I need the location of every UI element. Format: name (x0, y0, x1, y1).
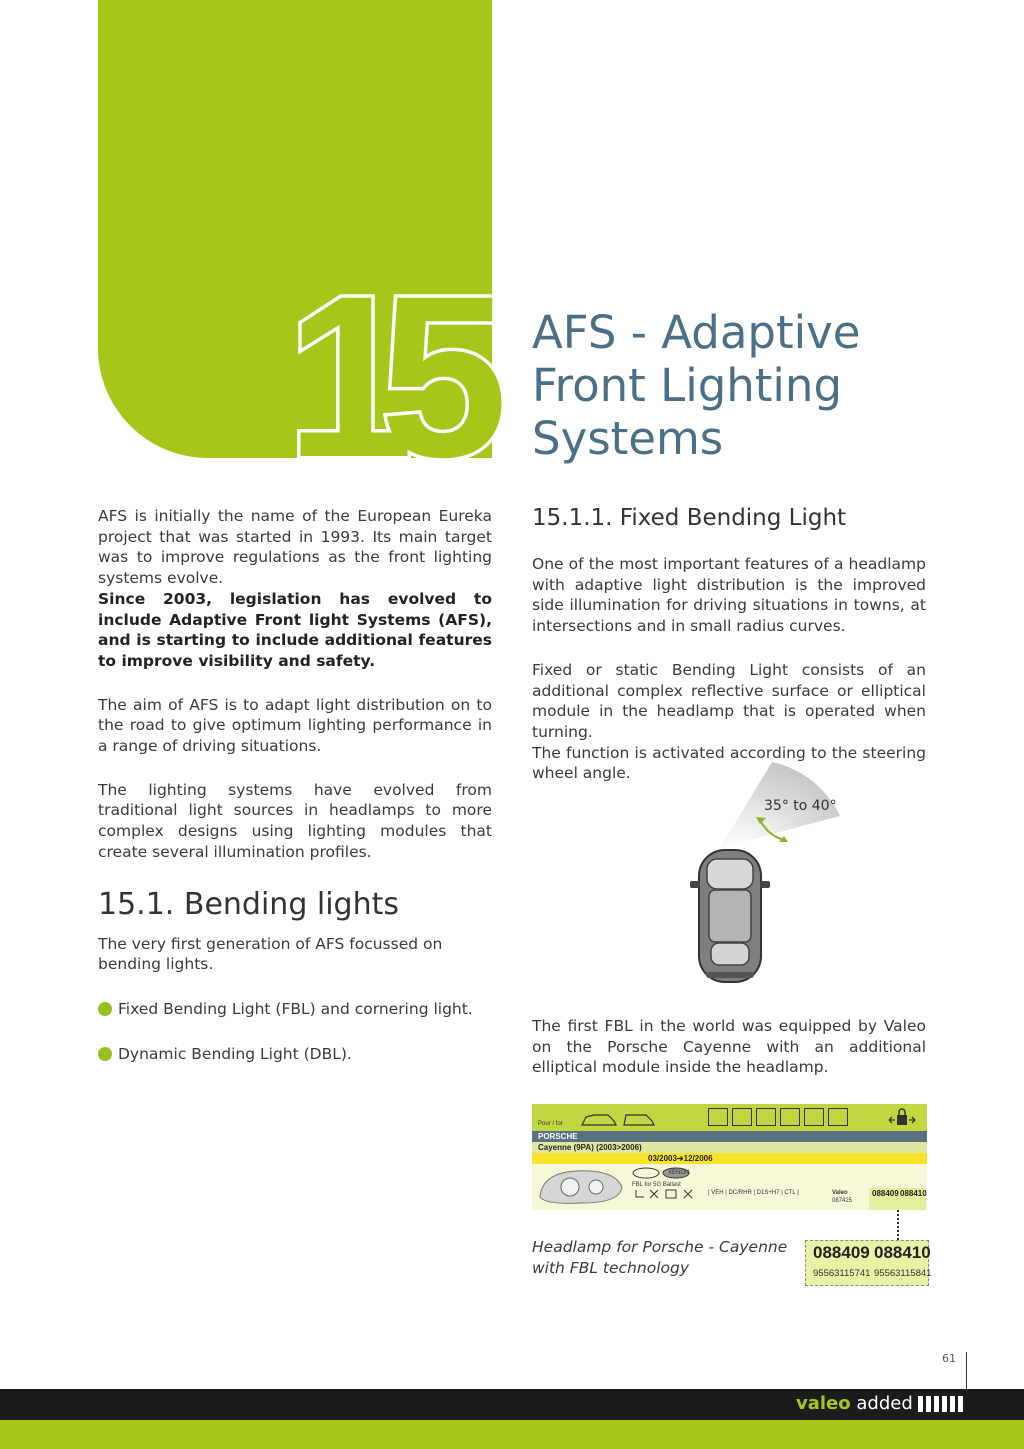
catalog-dates: 03/2003➔12/2006 (648, 1154, 713, 1163)
catalog-make-row (532, 1131, 927, 1142)
catalog-valeo: Valeo (832, 1190, 848, 1196)
intro-paragraph: AFS is initially the name of the European Eureka project that was started in 1993. Its main target was to improve regulations as the front lighting systems evolve. (98, 507, 492, 588)
chapter-title (532, 306, 952, 465)
bullet-item-fbl: Fixed Bending Light (FBL) and cornering light. (98, 999, 492, 1020)
catalog-code-1: 088409 (872, 1189, 899, 1198)
left-column (98, 506, 492, 1065)
zoom-oem-1: 95563115741 (813, 1268, 871, 1279)
catalog-model: Cayenne (9PA) (2003>2006) (538, 1143, 642, 1152)
page-divider (966, 1352, 967, 1390)
catalog-spec: | VEH | DC/RHR | D1S+H7 | CTL | (708, 1190, 799, 1196)
catalog-date-row (532, 1153, 927, 1164)
bending-light-diagram (680, 760, 870, 990)
aim-paragraph: The aim of AFS is to adapt light distribution on to the road to give optimum lighting performance in a range of driving situations. (98, 695, 492, 756)
chapter-number: 15 (286, 248, 474, 505)
catalog-ballast: FBL for 5G Ballast (632, 1182, 681, 1188)
zoom-code-1: 088409 (813, 1243, 870, 1262)
catalog-ref: 087425 (832, 1198, 853, 1204)
fbl-paragraph-3: The first FBL in the world was equipped by Valeo on the Porsche Cayenne with an additional elliptical module inside the headlamp. (532, 1017, 926, 1077)
vehicle-silhouette-icon (580, 1109, 660, 1129)
catalog-make: PORSCHE (538, 1132, 578, 1141)
zoom-code-2: 088410 (874, 1243, 931, 1262)
fbl-paragraph-2: Fixed or static Bending Light consists of an additional complex reflective surface or elliptical module in the headlamp that is operated when turning. (532, 660, 926, 741)
catalog-xenon: XENON (668, 1170, 690, 1176)
intro-bold-paragraph: Since 2003, legislation has evolved to include Adaptive Front light Systems (AFS), and is starting to include additional features to improve visibility and safety. (98, 589, 492, 670)
fbl-paragraph-2b: The function is activated according to the steering wheel angle. (532, 743, 926, 783)
section-paragraph: The very first generation of AFS focussed on bending lights. (98, 934, 443, 974)
bullet-dot-icon (98, 1047, 112, 1061)
chapter-title-line-1: AFS - Adaptive (532, 306, 861, 359)
catalog-table (532, 1104, 927, 1210)
catalog-code-2: 088410 (900, 1189, 927, 1198)
bullet-item-dbl: Dynamic Bending Light (DBL). (98, 1044, 492, 1065)
chapter-title-line-2: Front Lighting (532, 359, 843, 412)
brand-bars-icon (918, 1396, 963, 1412)
fbl-paragraph-1: One of the most important features of a headlamp with adaptive light distribution is the improved side illumination for driving situations in towns, at intersections and in small radius curves. (532, 555, 926, 636)
zoom-oem-2: 95563115841 (874, 1268, 932, 1279)
catalog-pour-label: Pour / for (538, 1121, 563, 1127)
catalog-header-icons (708, 1108, 848, 1126)
page-number: 61 (942, 1352, 956, 1365)
bullet-dot-icon (98, 1002, 112, 1016)
car-top-view-icon (690, 850, 770, 982)
right-column (532, 505, 926, 784)
brand-logo: valeo added (796, 1393, 913, 1414)
zoomed-code-box (805, 1240, 932, 1286)
zoom-leader-line (897, 1210, 899, 1240)
chapter-title-line-3: Systems (532, 412, 724, 465)
footer-green-band (0, 1420, 1024, 1449)
connector-symbols-icon (634, 1188, 698, 1200)
evolution-paragraph: The lighting systems have evolved from traditional light sources in headlamps to more complex designs using lighting modules that create several illumination profiles. (98, 780, 492, 861)
lock-arrows-icon (887, 1108, 917, 1128)
subsection-heading: 15.1.1. Fixed Bending Light (532, 505, 847, 531)
section-heading: 15.1. Bending lights (98, 886, 400, 922)
headlamp-thumbnail-icon (536, 1167, 626, 1207)
figure-caption: Headlamp for Porsche - Cayenne with FBL technology (532, 1238, 788, 1277)
angle-label: 35° to 40° (764, 798, 837, 814)
